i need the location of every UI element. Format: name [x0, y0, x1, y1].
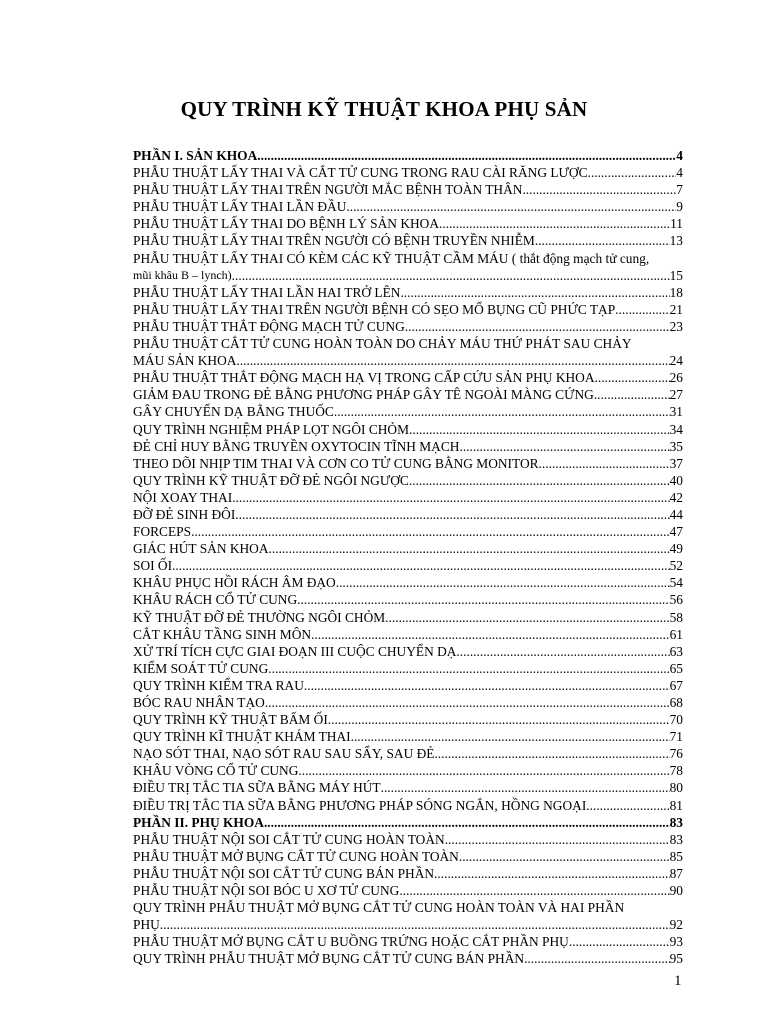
dot-leader	[569, 933, 670, 950]
toc-entry-page: 35	[669, 438, 683, 454]
dot-leader	[257, 147, 676, 164]
dot-leader	[445, 831, 670, 848]
toc-entry[interactable]	[133, 574, 683, 591]
dot-leader	[298, 762, 669, 779]
toc-entry-page: 58	[669, 609, 683, 625]
toc-entry[interactable]	[133, 147, 683, 164]
toc-entry-title: ĐIỀU TRỊ TẮC TIA SỮA BẰNG MÁY HÚT	[133, 780, 381, 796]
toc-entry[interactable]	[133, 181, 683, 198]
toc-entry-page: 93	[669, 934, 683, 950]
toc-entry-title: QUY TRÌNH KỸ THUẬT ĐỠ ĐẺ NGÔI NGƯỢC	[133, 472, 409, 488]
toc-entry-page: 87	[669, 865, 683, 881]
dot-leader	[304, 677, 670, 694]
dot-leader	[434, 865, 670, 882]
toc-entry-title: GIÁC HÚT SẢN KHOA	[133, 541, 269, 557]
dot-leader	[400, 284, 669, 301]
dot-leader	[334, 403, 670, 420]
toc-entry-title: QUY TRÌNH PHẪU THUẬT MỞ BỤNG CẮT TỬ CUNG BÁN PHẦN	[133, 951, 525, 967]
toc-entry-page: 80	[669, 780, 683, 796]
dot-leader	[405, 318, 670, 335]
toc-entry[interactable]	[133, 369, 683, 386]
toc-entry[interactable]	[133, 609, 683, 626]
toc-entry-title: PHẪU THUẬT LẤY THAI CÓ KÈM CÁC KỸ THUẬT CẦM MÁU ( thắt động mạch tử cung,	[133, 250, 650, 266]
toc-entry-page: 40	[669, 472, 683, 488]
toc-entry[interactable]	[133, 797, 683, 814]
toc-entry-page: 27	[669, 387, 683, 403]
toc-entry-page: 68	[669, 695, 683, 710]
toc-entry-title: GÂY CHUYỂN DẠ BẰNG THUỐC	[133, 404, 334, 420]
dot-leader	[160, 916, 670, 933]
dot-leader	[235, 506, 669, 523]
toc-entry-title: PHẪU THUẬT LẤY THAI TRÊN NGƯỜI BỆNH CÓ SẸO MỔ BỤNG CŨ PHỨC TẠP	[133, 301, 616, 317]
toc-entry-title: QUY TRÌNH PHẪU THUẬT MỞ BỤNG CẮT TỬ CUNG HOÀN TOÀN VÀ HAI PHẦN	[133, 900, 625, 916]
toc-entry-page: 54	[669, 575, 683, 591]
toc-entry[interactable]	[133, 284, 683, 301]
toc-entry[interactable]	[133, 933, 683, 950]
toc-entry[interactable]	[133, 626, 683, 643]
toc-entry[interactable]	[133, 882, 683, 899]
dot-leader	[399, 882, 669, 899]
toc-entry-page: 37	[669, 455, 683, 471]
dot-leader	[385, 609, 669, 626]
toc-entry-page: 18	[669, 284, 683, 300]
dot-leader	[588, 164, 677, 181]
toc-entry-page: 15	[669, 267, 683, 283]
toc-entry-title: KỸ THUẬT ĐỠ ĐẺ THƯỜNG NGÔI CHỎM	[133, 609, 386, 625]
toc-entry-title: PHẪU THUẬT LẤY THAI DO BỆNH LÝ SẢN KHOA	[133, 216, 439, 232]
toc-entry-title: QUY TRÌNH NGHIỆM PHÁP LỌT NGÔI CHỎM	[133, 421, 409, 437]
toc-entry-page: 71	[669, 729, 683, 745]
dot-leader	[381, 779, 670, 796]
toc-entry[interactable]	[133, 421, 683, 438]
toc-entry-title-continued: PHỤ	[133, 917, 160, 933]
dot-leader	[236, 352, 669, 369]
dot-leader	[459, 848, 670, 865]
dot-leader	[336, 574, 670, 591]
dot-leader	[328, 711, 670, 728]
toc-entry-title: PHẪU THUẬT LẤY THAI TRÊN NGƯỜI CÓ BỆNH TRUYỀN NHIỄM	[133, 233, 535, 249]
toc-entry-page: 11	[670, 216, 683, 232]
toc-entry-page: 21	[669, 301, 683, 317]
dot-leader	[524, 950, 670, 967]
toc-entry-page: 65	[669, 660, 683, 676]
dot-leader	[539, 455, 670, 472]
dot-leader	[595, 369, 670, 386]
dot-leader	[269, 540, 670, 557]
dot-leader	[265, 694, 670, 711]
dot-leader	[264, 814, 670, 831]
toc-entry[interactable]	[133, 865, 683, 882]
toc-entry-title: THEO DÕI NHỊP TIM THAI VÀ CƠN CO TỬ CUNG BẰNG MONITOR	[133, 455, 539, 471]
dot-leader	[232, 489, 669, 506]
toc-entry[interactable]	[133, 506, 683, 523]
dot-leader	[586, 797, 669, 814]
toc-entry-line	[133, 267, 683, 284]
toc-entry-page: 52	[669, 558, 683, 574]
toc-entry-title: ĐẺ CHỈ HUY BẰNG TRUYỀN OXYTOCIN TĨNH MẠCH	[133, 438, 460, 454]
toc-entry[interactable]	[133, 403, 683, 420]
toc-entry-page: 78	[669, 763, 683, 779]
toc-entry-title: PHẪU THUẬT THẮT ĐỘNG MẠCH HẠ VỊ TRONG CẤP CỨU SẢN PHỤ KHOA	[133, 370, 595, 386]
toc-entry-line	[133, 916, 683, 933]
toc-entry-page: 42	[669, 489, 683, 505]
toc-entry-title: XỬ TRÍ TÍCH CỰC GIAI ĐOẠN III CUỘC CHUYỂN DẠ	[133, 643, 457, 659]
toc-entry-title: PHẪU THUẬT LẤY THAI LẦN ĐẦU	[133, 199, 347, 215]
toc-entry-title: KHÂU RÁCH CỔ TỬ CUNG	[133, 592, 298, 608]
dot-leader	[297, 591, 669, 608]
dot-leader	[172, 557, 670, 574]
toc-entry-title: GIẢM ĐAU TRONG ĐẺ BẰNG PHƯƠNG PHÁP GÂY TÊ NGOÀI MÀNG CỨNG	[133, 387, 594, 403]
toc-entry-page: 90	[669, 883, 683, 899]
toc-entry-title: BÓC RAU NHÂN TẠO	[133, 695, 265, 710]
toc-entry-page: 92	[669, 917, 683, 933]
toc-entry[interactable]	[133, 660, 683, 677]
toc-entry-title: CẮT KHÂU TẦNG SINH MÔN	[133, 626, 312, 642]
page-number: 1	[674, 973, 682, 989]
toc-entry-title: NỘI XOAY THAI	[133, 489, 233, 505]
toc-entry[interactable]	[133, 557, 683, 574]
toc-entry-page: 83	[669, 814, 683, 830]
dot-leader	[409, 421, 670, 438]
toc-entry-page: 83	[669, 831, 683, 847]
toc-entry-page: 9	[676, 199, 683, 215]
dot-leader	[232, 267, 670, 284]
toc-entry-title: PHẦN II. PHỤ KHOA	[133, 814, 264, 830]
toc-entry[interactable]	[133, 472, 683, 489]
dot-leader	[456, 643, 669, 660]
toc-entry-page: 95	[669, 951, 683, 967]
toc-entry-title: ĐIỀU TRỊ TẮC TIA SỮA BẰNG PHƯƠNG PHÁP SÓNG NGẮN, HỒNG NGOẠI	[133, 797, 587, 813]
toc-entry-title: PHẪU THUẬT LẤY THAI LẦN HAI TRỞ LÊN	[133, 284, 401, 300]
toc-entry-page: 26	[669, 370, 683, 386]
toc-entry[interactable]	[133, 711, 683, 728]
toc-entry-page: 61	[669, 626, 683, 642]
toc-entry-title: PHẪU THUẬT NỘI SOI BÓC U XƠ TỬ CUNG	[133, 883, 400, 899]
toc-entry[interactable]	[133, 643, 683, 660]
toc-entry[interactable]	[133, 728, 683, 745]
toc-entry[interactable]	[133, 831, 683, 848]
toc-entry[interactable]	[133, 677, 683, 694]
toc-entry-page: 24	[669, 353, 683, 369]
toc-entry[interactable]	[133, 455, 683, 472]
toc-entry-title: PHẪU THUẬT LẤY THAI VÀ CẮT TỬ CUNG TRONG RAU CÀI RĂNG LƯỢC	[133, 165, 588, 181]
dot-leader	[434, 745, 669, 762]
toc-entry-title: PHẪU THUẬT CẮT TỬ CUNG HOÀN TOÀN DO CHẢY MÁU THỨ PHÁT SAU CHẢY	[133, 336, 632, 352]
toc-entry-page: 34	[669, 421, 683, 437]
dot-leader	[409, 472, 670, 489]
toc-entry-page: 4	[676, 148, 683, 163]
toc-entry[interactable]	[133, 814, 683, 831]
toc-entry-title: PHẦN I. SẢN KHOA	[133, 148, 258, 163]
toc-entry[interactable]	[133, 232, 683, 249]
toc-entry-title: KHÂU VÒNG CỔ TỬ CUNG	[133, 763, 299, 779]
dot-leader	[522, 181, 676, 198]
toc-entry-page: 56	[669, 592, 683, 608]
toc-entry-page: 4	[676, 165, 683, 181]
toc-entry-page: 31	[669, 404, 683, 420]
toc-entry-line	[133, 352, 683, 369]
toc-entry[interactable]	[133, 164, 683, 181]
toc-entry-page: 49	[669, 541, 683, 557]
toc-entry-page: 13	[669, 233, 683, 249]
toc-entry-page: 23	[669, 318, 683, 334]
toc-entry[interactable]	[133, 950, 683, 967]
toc-entry[interactable]	[133, 198, 683, 215]
toc-entry-title: PHẪU THUẬT NỘI SOI CẮT TỬ CUNG HOÀN TOÀN	[133, 831, 445, 847]
dot-leader	[311, 626, 670, 643]
dot-leader	[268, 660, 669, 677]
toc-entry-title: PHẪU THUẬT MỞ BỤNG CẮT TỬ CUNG HOÀN TOÀN	[133, 848, 459, 864]
dot-leader	[346, 198, 676, 215]
toc-entry-title: SOI ỐI	[133, 558, 173, 574]
dot-leader	[459, 438, 669, 455]
toc-entry-title: NẠO SÓT THAI, NẠO SÓT RAU SAU SẨY, SAU ĐẺ	[133, 746, 435, 762]
toc-entry[interactable]	[133, 250, 683, 284]
toc-entry-title: ĐỠ ĐẺ SINH ĐÔI	[133, 506, 236, 522]
toc-entry-page: 47	[669, 524, 683, 540]
toc-entry[interactable]	[133, 540, 683, 557]
toc-entry[interactable]	[133, 745, 683, 762]
toc-entry[interactable]	[133, 335, 683, 369]
toc-entry-title: QUY TRÌNH KỸ THUẬT BẤM ỐI	[133, 712, 328, 728]
toc-entry[interactable]	[133, 318, 683, 335]
dot-leader	[191, 523, 670, 540]
toc-entry-title: KHÂU PHỤC HỒI RÁCH ÂM ĐẠO	[133, 575, 336, 591]
toc-entry[interactable]	[133, 489, 683, 506]
toc-entry-page: 63	[669, 643, 683, 659]
toc-entry[interactable]	[133, 899, 683, 933]
dot-leader	[439, 215, 670, 232]
toc-entry-page: 76	[669, 746, 683, 762]
toc-entry-title: QUY TRÌNH KĨ THUẬT KHÁM THAI	[133, 729, 351, 745]
toc-entry-page: 44	[669, 506, 683, 522]
toc-entry-title: QUY TRÌNH KIỂM TRA RAU	[133, 677, 304, 693]
toc-entry[interactable]	[133, 523, 683, 540]
toc-entry-title: PHẪU THUẬT NỘI SOI CẮT TỬ CUNG BÁN PHẦN	[133, 865, 435, 881]
toc-entry-page: 7	[676, 182, 683, 198]
toc-entry[interactable]	[133, 779, 683, 796]
toc-entry-page: 81	[669, 797, 683, 813]
toc-entry[interactable]	[133, 591, 683, 608]
toc-entry-title: FORCEPS	[133, 524, 192, 540]
toc-entry-page: 67	[669, 677, 683, 693]
toc-entry[interactable]	[133, 386, 683, 403]
table-of-contents	[133, 147, 683, 968]
toc-entry-title: PHẪU THUẬT MỞ BỤNG CẮT U BUỒNG TRỨNG HOẶC CẮT PHẦN PHỤ	[133, 934, 569, 950]
toc-entry[interactable]	[133, 438, 683, 455]
toc-entry[interactable]	[133, 215, 683, 232]
toc-entry-title-continued: mũi khâu B – lynch)	[133, 267, 232, 282]
toc-entry[interactable]	[133, 301, 683, 318]
dot-leader	[615, 301, 669, 318]
toc-entry[interactable]	[133, 694, 683, 711]
toc-entry-page: 85	[669, 848, 683, 864]
toc-entry-title-continued: MÁU SẢN KHOA	[133, 353, 237, 369]
toc-entry-title: PHẪU THUẬT LẤY THAI TRÊN NGƯỜI MẮC BỆNH TOÀN THÂN	[133, 182, 523, 198]
dot-leader	[351, 728, 670, 745]
toc-entry-page: 70	[669, 712, 683, 728]
dot-leader	[594, 386, 670, 403]
toc-entry[interactable]	[133, 762, 683, 779]
dot-leader	[535, 232, 670, 249]
toc-entry[interactable]	[133, 848, 683, 865]
page-title: QUY TRÌNH KỸ THUẬT KHOA PHỤ SẢN	[180, 97, 588, 121]
toc-entry-title: PHẪU THUẬT THẮT ĐỘNG MẠCH TỬ CUNG	[133, 318, 405, 334]
toc-entry-title: KIỂM SOÁT TỬ CUNG	[133, 660, 269, 676]
